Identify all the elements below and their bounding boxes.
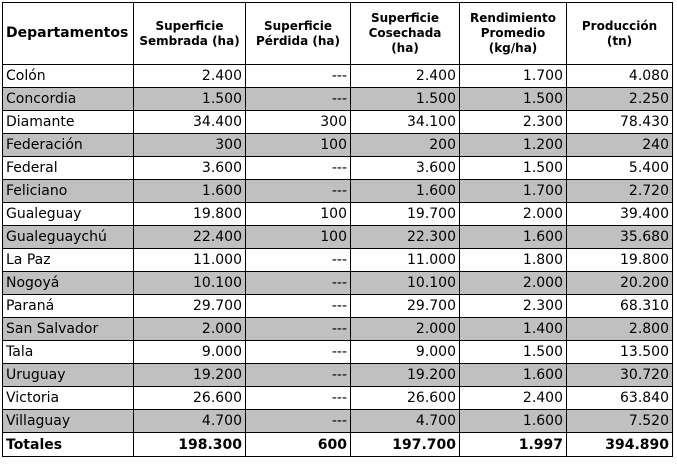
rendimiento-promedio-cell: 2.000 bbox=[460, 203, 567, 226]
table-row bbox=[3, 249, 673, 272]
superficie-cosechada-cell: 22.300 bbox=[351, 226, 460, 249]
rendimiento-promedio-cell: 1.600 bbox=[460, 226, 567, 249]
totals-label: Totales bbox=[3, 433, 134, 457]
superficie-cosechada-cell: 1.500 bbox=[351, 88, 460, 111]
superficie-sembrada-cell: 19.800 bbox=[134, 203, 246, 226]
superficie-cosechada-cell: 10.100 bbox=[351, 272, 460, 295]
produccion-cell: 240 bbox=[567, 134, 673, 157]
superficie-perdida-cell: --- bbox=[246, 341, 351, 364]
produccion-cell: 30.720 bbox=[567, 364, 673, 387]
table-row bbox=[3, 387, 673, 410]
produccion-cell: 20.200 bbox=[567, 272, 673, 295]
rendimiento-promedio-cell: 1.600 bbox=[460, 364, 567, 387]
produccion-cell: 68.310 bbox=[567, 295, 673, 318]
header-produccion: Producción (tn) bbox=[567, 3, 673, 65]
departamento-cell: La Paz bbox=[3, 249, 134, 272]
superficie-cosechada-cell: 200 bbox=[351, 134, 460, 157]
departamento-cell: Paraná bbox=[3, 295, 134, 318]
superficie-cosechada-cell: 19.700 bbox=[351, 203, 460, 226]
produccion-cell: 13.500 bbox=[567, 341, 673, 364]
superficie-sembrada-cell: 1.600 bbox=[134, 180, 246, 203]
departamento-cell: Villaguay bbox=[3, 410, 134, 433]
totals-row bbox=[3, 433, 673, 457]
departamento-cell: Federación bbox=[3, 134, 134, 157]
superficie-sembrada-cell: 22.400 bbox=[134, 226, 246, 249]
rendimiento-promedio-cell: 1.500 bbox=[460, 157, 567, 180]
superficie-perdida-cell: --- bbox=[246, 364, 351, 387]
superficie-cosechada-cell: 29.700 bbox=[351, 295, 460, 318]
superficie-perdida-cell: --- bbox=[246, 295, 351, 318]
departamento-cell: Nogoyá bbox=[3, 272, 134, 295]
rendimiento-promedio-cell: 1.500 bbox=[460, 88, 567, 111]
departamento-cell: Colón bbox=[3, 65, 134, 88]
table-row bbox=[3, 341, 673, 364]
total-rendimiento-promedio: 1.997 bbox=[460, 433, 567, 457]
superficie-sembrada-cell: 26.600 bbox=[134, 387, 246, 410]
table-row bbox=[3, 88, 673, 111]
table-row bbox=[3, 157, 673, 180]
produccion-cell: 35.680 bbox=[567, 226, 673, 249]
total-superficie-cosechada: 197.700 bbox=[351, 433, 460, 457]
superficie-sembrada-cell: 19.200 bbox=[134, 364, 246, 387]
table-row bbox=[3, 180, 673, 203]
production-table bbox=[2, 2, 673, 457]
table-row bbox=[3, 318, 673, 341]
superficie-perdida-cell: --- bbox=[246, 272, 351, 295]
superficie-sembrada-cell: 29.700 bbox=[134, 295, 246, 318]
departamento-cell: Federal bbox=[3, 157, 134, 180]
header-superficie-sembrada: Superficie Sembrada (ha) bbox=[134, 3, 246, 65]
produccion-cell: 4.080 bbox=[567, 65, 673, 88]
produccion-cell: 63.840 bbox=[567, 387, 673, 410]
rendimiento-promedio-cell: 1.700 bbox=[460, 65, 567, 88]
superficie-perdida-cell: --- bbox=[246, 157, 351, 180]
produccion-cell: 2.800 bbox=[567, 318, 673, 341]
table-row bbox=[3, 364, 673, 387]
table-row bbox=[3, 295, 673, 318]
header-row bbox=[3, 3, 673, 65]
produccion-cell: 5.400 bbox=[567, 157, 673, 180]
rendimiento-promedio-cell: 2.400 bbox=[460, 387, 567, 410]
produccion-cell: 39.400 bbox=[567, 203, 673, 226]
rendimiento-promedio-cell: 1.800 bbox=[460, 249, 567, 272]
superficie-perdida-cell: --- bbox=[246, 180, 351, 203]
header-superficie-cosechada: Superficie Cosechada (ha) bbox=[351, 3, 460, 65]
produccion-cell: 78.430 bbox=[567, 111, 673, 134]
departamento-cell: Uruguay bbox=[3, 364, 134, 387]
superficie-sembrada-cell: 4.700 bbox=[134, 410, 246, 433]
superficie-perdida-cell: 300 bbox=[246, 111, 351, 134]
superficie-perdida-cell: --- bbox=[246, 249, 351, 272]
produccion-cell: 19.800 bbox=[567, 249, 673, 272]
superficie-perdida-cell: 100 bbox=[246, 226, 351, 249]
superficie-perdida-cell: --- bbox=[246, 410, 351, 433]
total-superficie-sembrada: 198.300 bbox=[134, 433, 246, 457]
rendimiento-promedio-cell: 1.400 bbox=[460, 318, 567, 341]
departamento-cell: Feliciano bbox=[3, 180, 134, 203]
rendimiento-promedio-cell: 1.700 bbox=[460, 180, 567, 203]
table-row bbox=[3, 65, 673, 88]
superficie-sembrada-cell: 300 bbox=[134, 134, 246, 157]
departamento-cell: Concordia bbox=[3, 88, 134, 111]
rendimiento-promedio-cell: 1.200 bbox=[460, 134, 567, 157]
header-departamentos: Departamentos bbox=[3, 3, 134, 65]
superficie-cosechada-cell: 2.400 bbox=[351, 65, 460, 88]
departamento-cell: Diamante bbox=[3, 111, 134, 134]
produccion-cell: 2.250 bbox=[567, 88, 673, 111]
table-row bbox=[3, 203, 673, 226]
rendimiento-promedio-cell: 2.000 bbox=[460, 272, 567, 295]
superficie-cosechada-cell: 2.000 bbox=[351, 318, 460, 341]
departamento-cell: Victoria bbox=[3, 387, 134, 410]
table-row bbox=[3, 272, 673, 295]
superficie-perdida-cell: --- bbox=[246, 65, 351, 88]
header-superficie-perdida: Superficie Pérdida (ha) bbox=[246, 3, 351, 65]
table-row bbox=[3, 226, 673, 249]
rendimiento-promedio-cell: 1.500 bbox=[460, 341, 567, 364]
superficie-cosechada-cell: 4.700 bbox=[351, 410, 460, 433]
superficie-cosechada-cell: 19.200 bbox=[351, 364, 460, 387]
superficie-sembrada-cell: 1.500 bbox=[134, 88, 246, 111]
departamento-cell: Gualeguaychú bbox=[3, 226, 134, 249]
rendimiento-promedio-cell: 2.300 bbox=[460, 111, 567, 134]
superficie-sembrada-cell: 2.000 bbox=[134, 318, 246, 341]
total-superficie-perdida: 600 bbox=[246, 433, 351, 457]
total-produccion: 394.890 bbox=[567, 433, 673, 457]
superficie-sembrada-cell: 2.400 bbox=[134, 65, 246, 88]
superficie-cosechada-cell: 34.100 bbox=[351, 111, 460, 134]
superficie-perdida-cell: 100 bbox=[246, 134, 351, 157]
rendimiento-promedio-cell: 1.600 bbox=[460, 410, 567, 433]
table-row bbox=[3, 134, 673, 157]
superficie-cosechada-cell: 11.000 bbox=[351, 249, 460, 272]
superficie-sembrada-cell: 11.000 bbox=[134, 249, 246, 272]
superficie-sembrada-cell: 10.100 bbox=[134, 272, 246, 295]
superficie-perdida-cell: --- bbox=[246, 387, 351, 410]
superficie-perdida-cell: --- bbox=[246, 318, 351, 341]
departamento-cell: Gualeguay bbox=[3, 203, 134, 226]
superficie-sembrada-cell: 3.600 bbox=[134, 157, 246, 180]
table-row bbox=[3, 410, 673, 433]
superficie-perdida-cell: --- bbox=[246, 88, 351, 111]
superficie-cosechada-cell: 26.600 bbox=[351, 387, 460, 410]
superficie-cosechada-cell: 9.000 bbox=[351, 341, 460, 364]
departamento-cell: Tala bbox=[3, 341, 134, 364]
table-body bbox=[3, 65, 673, 433]
superficie-sembrada-cell: 9.000 bbox=[134, 341, 246, 364]
table-row bbox=[3, 111, 673, 134]
superficie-cosechada-cell: 1.600 bbox=[351, 180, 460, 203]
superficie-perdida-cell: 100 bbox=[246, 203, 351, 226]
superficie-cosechada-cell: 3.600 bbox=[351, 157, 460, 180]
produccion-cell: 7.520 bbox=[567, 410, 673, 433]
header-rendimiento-promedio: Rendimiento Promedio (kg/ha) bbox=[460, 3, 567, 65]
produccion-cell: 2.720 bbox=[567, 180, 673, 203]
rendimiento-promedio-cell: 2.300 bbox=[460, 295, 567, 318]
superficie-sembrada-cell: 34.400 bbox=[134, 111, 246, 134]
departamento-cell: San Salvador bbox=[3, 318, 134, 341]
